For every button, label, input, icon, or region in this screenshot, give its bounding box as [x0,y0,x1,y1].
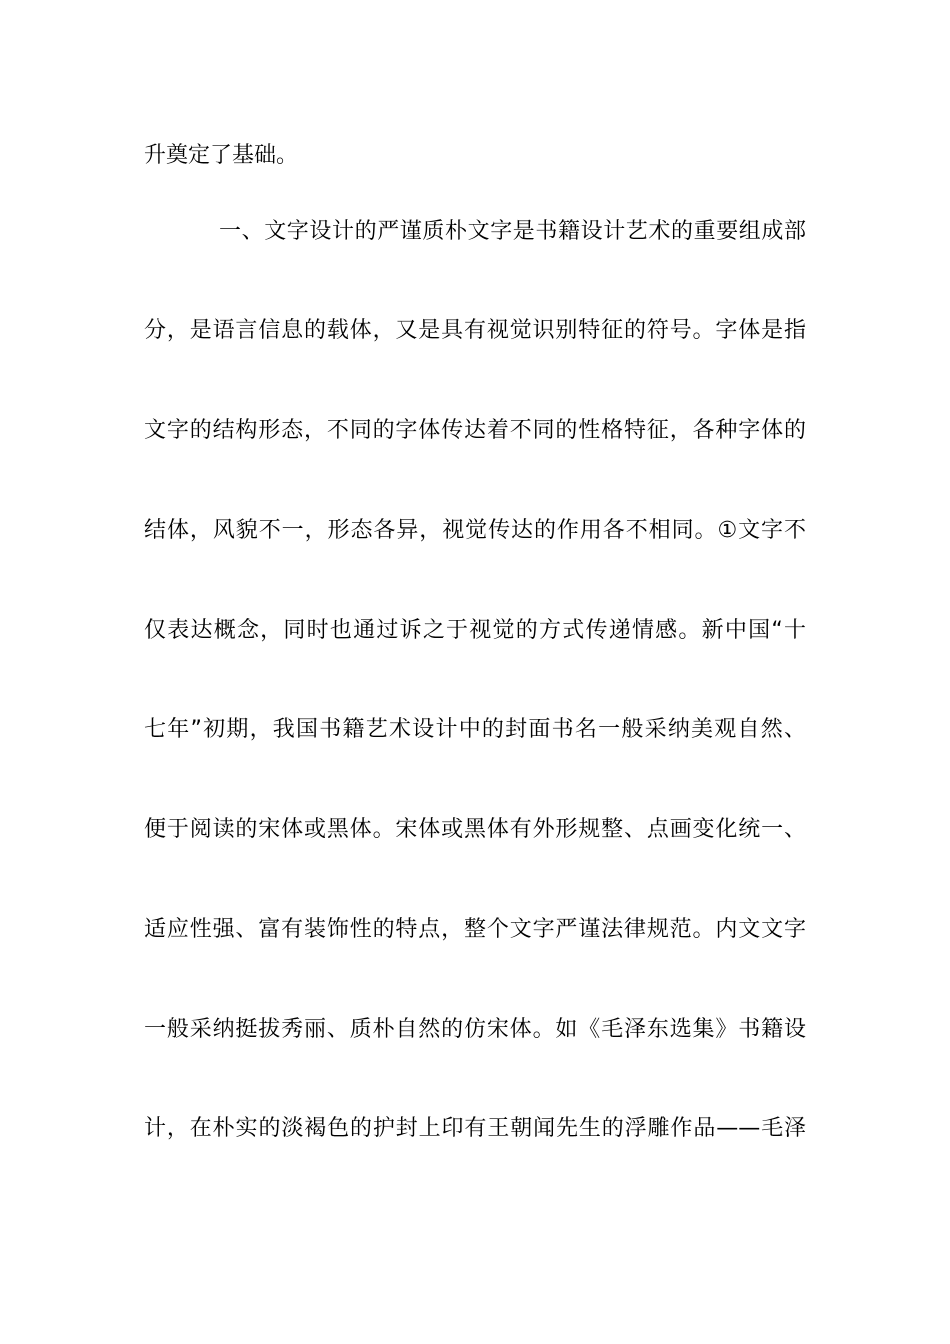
text-line-3: 分，是语言信息的载体，又是具有视觉识别特征的符号。字体是指 [144,318,806,343]
text-line-7: 七年”初期，我国书籍艺术设计中的封面书名一般采纳美观自然、 [144,717,806,742]
text-line-9: 适应性强、富有装饰性的特点，整个文字严谨法律规范。内文文字 [144,917,806,942]
text-line-11: 计，在朴实的淡褐色的护封上印有王朝闻先生的浮雕作品——毛泽 [144,1116,806,1141]
text-line-6: 仅表达概念，同时也通过诉之于视觉的方式传递情感。新中国“十 [144,618,806,643]
section-heading-line: 一、文字设计的严谨质朴文字是书籍设计艺术的重要组成部 [219,219,806,244]
text-line-4: 文字的结构形态，不同的字体传达着不同的性格特征，各种字体的 [144,418,806,443]
text-line-10: 一般采纳挺拔秀丽、质朴自然的仿宋体。如《毛泽东选集》书籍设 [144,1017,806,1042]
text-line-5: 结体，风貌不一，形态各异，视觉传达的作用各不相同。①文字不 [144,518,806,543]
text-line-8: 便于阅读的宋体或黑体。宋体或黑体有外形规整、点画变化统一、 [144,817,806,842]
text-line-1: 升奠定了基础。 [144,143,299,168]
